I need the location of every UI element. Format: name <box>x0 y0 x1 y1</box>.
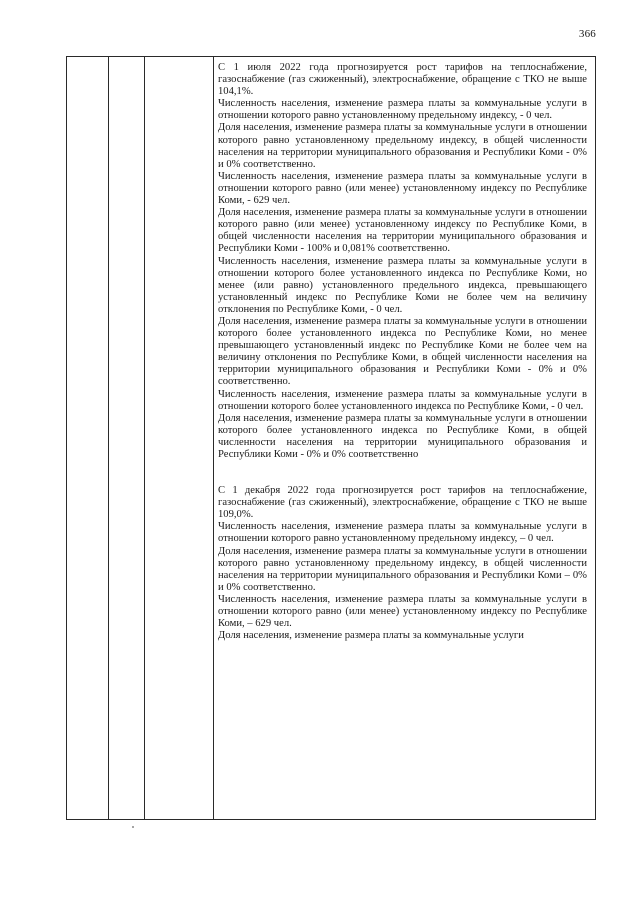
table-column-1 <box>67 57 109 819</box>
paragraph: С 1 декабря 2022 года прогнозируется рост тарифов на теплоснабжение, газоснабжение (газ сжиженный), электроснабжение, обращение с ТКО не выше 109,0%. <box>218 485 587 521</box>
table-column-3 <box>145 57 214 819</box>
july-forecast-block <box>218 62 587 461</box>
paragraph: Численность населения, изменение размера платы за коммунальные услуги в отношении которого равно (или менее) установленному индексу по Республике Коми, - 629 чел. <box>218 170 587 207</box>
table-text-cell <box>214 57 595 819</box>
paragraph: Доля населения, изменение размера платы за коммунальные услуги в отношении которого более установленного индекса по Республике Коми, но менее превышающего установленный индекс по Республике Коми не более чем на величину отклонения по Республике Коми, в общей численности населения на территории муниципального образования и Республики Коми - 0% и 0% соответственно. <box>218 315 587 388</box>
paragraph: Численность населения, изменение размера платы за коммунальные услуги в отношении которого равно установленному предельному индексу, - 0 чел. <box>218 98 587 122</box>
document-table <box>66 56 596 820</box>
paragraph: Доля населения, изменение размера платы за коммунальные услуги в отношении которого равно установленному предельному индексу, в общей численности населения на территории муниципального образования и Республики Коми - 0% и 0% соответственно. <box>218 122 587 170</box>
table-column-2 <box>109 57 145 819</box>
paragraph: Доля населения, изменение размера платы за коммунальные услуги в отношении которого равно (или менее) установленному индексу по Республике Коми, в общей численности населения на территории муниципального образования и Республики Коми - 100% и 0,081% соответственно. <box>218 207 587 255</box>
paragraph: С 1 июля 2022 года прогнозируется рост тарифов на теплоснабжение, газоснабжение (газ сжиженный), электроснабжение, обращение с ТКО не выше 104,1%. <box>218 62 587 98</box>
page-number: 366 <box>578 28 596 40</box>
paragraph: Доля населения, изменение размера платы за коммунальные услуги <box>218 630 524 642</box>
paragraph: Численность населения, изменение размера платы за коммунальные услуги в отношении которого равно установленному предельному индексу, – 0 чел. <box>218 521 587 545</box>
block-spacer <box>218 461 587 485</box>
paragraph: Численность населения, изменение размера платы за коммунальные услуги в отношении которого более установленного индекса по Республике Коми, но менее (или равно) установленного предельного индекса, превышающего установленный индекс по Республике Коми не более чем на величину отклонения по Республике Коми, - 0 чел. <box>218 255 587 315</box>
paragraph: Доля населения, изменение размера платы за коммунальные услуги в отношении которого равно установленному предельному индексу, в общей численности населения на территории муниципального образования и Республики Коми – 0% и 0% соответственно. <box>218 545 587 593</box>
paragraph: Доля населения, изменение размера платы за коммунальные услуги в отношении которого более установленного индекса по Республике Коми, в общей численности населения на территории муниципального образования и Республики Коми - 0% и 0% соответственно <box>218 412 587 460</box>
scan-speck <box>132 826 134 828</box>
december-forecast-block <box>218 485 587 642</box>
paragraph: Численность населения, изменение размера платы за коммунальные услуги в отношении которого равно (или менее) установленному индексу по Республике Коми, – 629 чел. <box>218 593 587 630</box>
paragraph: Численность населения, изменение размера платы за коммунальные услуги в отношении которого более установленного индекса по Республике Коми, - 0 чел. <box>218 388 587 412</box>
